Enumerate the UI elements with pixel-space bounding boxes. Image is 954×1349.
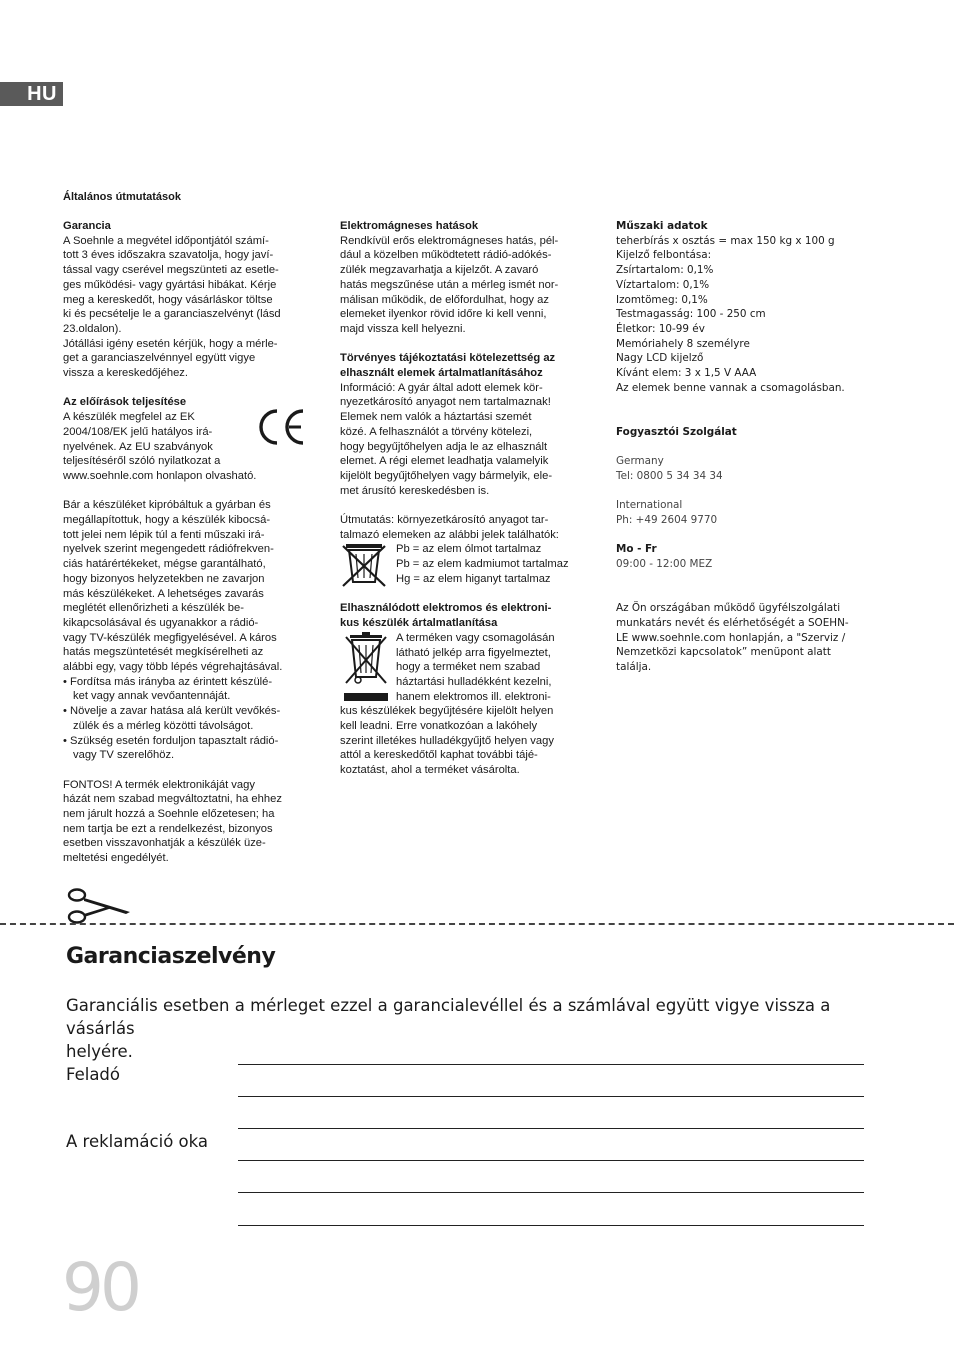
emc-line: elemeket ilyenkor rövid időre ki kell venni, [340,308,547,321]
sender-field-line[interactable] [238,1064,864,1065]
interference-line: alábbi egy, vagy több lépés végrehajtásával. [63,661,283,674]
interference-line: megállapítottuk, hogy a készülék kibocsá- [63,514,271,527]
complaint-reason-field-line[interactable] [238,1128,864,1129]
battery-title: elhasznált elemek ártalmatlanításához [340,367,543,380]
international-label: International [616,499,683,512]
interference-line: hatás megszüntetését megkísérelheti az [63,646,264,659]
language-tab: HU [0,82,63,106]
general-instructions-heading: Általános útmutatások [63,191,181,203]
emc-line: majd vissza kell helyezni. [340,322,466,335]
compliance-section [63,395,311,483]
bullet-line: vagy TV szerelőhöz. [73,749,175,762]
weee-line: hogy a terméket nem szabad [396,661,541,674]
coupon-line: helyére. [66,1042,133,1061]
interference-line: hogy bizonyos helyzetekben ne zavarjon [63,572,265,585]
battery-line: kijelölt begyűjtőhelyen vagy bármelyik, ele- [340,469,553,482]
tech-line: Izomtömeg: 0,1% [616,293,708,306]
sender-label: Feladó [66,1065,121,1084]
complaint-reason-field-line[interactable] [238,1192,864,1193]
chem-line: Hg = az elem higanyt tartalmaz [396,572,551,585]
compliance-line: nyelvének. Az EU szabványok [63,440,213,453]
interference-line: vagy TV-készülék megfigyelésével. A káros [63,631,277,644]
warranty-line: Jótállási igény esetén kérjük, hogy a mérle- [63,337,278,350]
battery-title: Törvényes tájékoztatási kötelezettség az [340,352,556,365]
column-specs-service [616,219,886,675]
hours-title: Mo - Fr [616,543,657,556]
battery-line: nyezetkárosító anyagot nem tartalmaznak! [340,396,551,409]
important-line: FONTOS! A termék elektronikáját vagy [63,778,255,791]
chem-line: Pb = az elem ólmot tartalmaz [396,543,542,556]
sender-field-line[interactable] [238,1096,864,1097]
tech-line: teherbírás x osztás = max 150 kg x 100 g [616,234,835,247]
tech-line: Memóriahely 8 személyre [616,337,750,350]
emc-title: Elektromágneses hatások [340,220,479,232]
service-title: Fogyasztói Szolgálat [616,425,737,438]
complaint-reason-field-line[interactable] [238,1160,864,1161]
compliance-line: www.soehnle.com honlapon olvasható. [63,469,257,482]
battery-line: Elemek nem valók a háztartási szemét [340,411,532,424]
compliance-line: teljesítéséről szóló nyilatkozat a [63,455,221,468]
weee-section [340,631,590,705]
contact-line: LE www.soehnle.com honlapján, a "Szerviz / [616,631,846,644]
warranty-line: A Soehnle a megvétel időpontjától számí- [63,234,269,247]
weee-line: attól a kereskedőtől kaphat további tájé- [340,749,538,762]
chem-line: Pb = az elem kadmiumot tartalmaz [396,558,569,571]
weee-line: látható jelkép arra figyelmeztet, [396,646,551,659]
important-line: meltetési engedélyét. [63,852,169,865]
interference-line: ciás határértékeket, mégse garantálható, [63,558,266,571]
compliance-line: 2004/108/EK jelű hatályos irá- [63,425,213,438]
tech-line: Zsírtartalom: 0,1% [616,264,714,277]
weee-line: háztartási hulladékként kezelni, [396,675,552,688]
warranty-line: tással vagy cserével megszünteti az esetle- [63,264,279,277]
warranty-line: ges működési- vagy gyártási hibákat. Kérje [63,278,277,291]
weee-title: kus készülék ártalmatlanítása [340,617,498,630]
contact-line: Nemzetközi kapcsolatok” menüpont alatt [616,646,831,659]
bullet-line: • Szükség esetén forduljon tapasztalt rádió- [63,734,279,747]
interference-line: kikapcsolásával és ugyanakkor a rádió- [63,616,259,629]
tech-line: Az elemek benne vannak a csomagolásban. [616,381,845,394]
battery-line: Információ: A gyár által adott elemek kör- [340,381,543,394]
tech-line: Nagy LCD kijelző [616,352,704,365]
interference-bullets [63,675,311,763]
contact-line: munkatárs nevét és elérhetőségét a SOEHN- [616,616,849,629]
important-line: házát nem szabad megváltoztatni, ha ehhez [63,793,282,806]
weee-line: szerint illetékes hulladékgyűjtő helyen vagy [340,734,554,747]
germany-label: Germany [616,455,664,468]
crossed-bin-icon [340,542,390,588]
international-phone: Ph: +49 2604 9770 [616,514,718,526]
compliance-title: Az előírások teljesítése [63,396,187,409]
scissors-icon [66,886,134,926]
emc-line: Rendkívül erős elektromágneses hatás, pél- [340,234,559,247]
bullet-line: • Növelje a zavar hatása alá került vevőkés- [63,705,281,718]
interference-line: meglétét ellenőrizheti a készülék be- [63,602,244,615]
tech-line: Életkor: 10-99 év [616,322,705,335]
contact-line: Az Ön országában működő ügyfélszolgálati [616,602,841,615]
germany-phone: Tel: 0800 5 34 34 34 [616,469,723,482]
weee-line: A terméken vagy csomagolásán [396,631,555,644]
warranty-title: Garancia [63,220,111,232]
tech-line: Kívánt elem: 3 x 1,5 V AAA [616,367,757,380]
warranty-line: vissza a kereskedőjéhez. [63,367,188,380]
coupon-title: Garanciaszelvény [66,944,276,969]
important-line: nem tartja be ezt a rendelkezést, bizonyos [63,822,273,835]
warranty-line: tott 3 éves időszakra szavatolja, hogy javí- [63,249,274,262]
page-number: 90 [62,1249,138,1326]
coupon-line: Garanciális esetben a mérleget ezzel a garancialevéllel és a számlával együtt vigye vissza a vásárlás [66,996,831,1038]
tech-title: Műszaki adatok [616,220,708,232]
interference-line: nyelvek szerint megengedett rádiófrekven- [63,543,274,556]
hours-value: 09:00 - 12:00 MEZ [616,558,713,571]
cut-line [0,923,954,925]
tech-line: Testmagasság: 100 - 250 cm [616,308,766,321]
warranty-line: ki és pecsételje le a garanciaszelvényt (lásd [63,308,281,321]
guide-line: talmazó elemeken az alábbi jelek találhatók: [340,528,559,541]
bullet-item [63,734,311,763]
battery-line: hogy begyűjtőhelyen adja le az elhasznált [340,440,548,453]
bullet-item [63,704,311,733]
battery-line: met árusító kereskedésben is. [340,484,490,497]
guide-line: Útmutatás: környezetkárosító anyagot tar- [340,514,549,527]
warranty-line: get a garanciaszelvénnyel együtt vigye [63,352,256,365]
bullet-line: ket vagy annak vevőantennáját. [73,690,231,703]
warranty-line: meg a kereskedőt, hogy vásárláskor töltse [63,293,273,306]
interference-line: tott jelei nem lépik túl a fenti műszaki irá- [63,528,265,541]
column-warranty [63,219,311,866]
warranty-line: 23.oldalon). [63,322,122,335]
important-line: nem járult hozzá a Soehnle előzetesen; ha [63,808,275,821]
weee-line: kus készülékek begyűjtésére kijelölt helyen [340,705,554,718]
bullet-line: zülék és a mérleg közötti távolságot. [73,719,254,732]
emc-line: hatás megszűnése után a mérleg ismét nor- [340,278,559,291]
ce-mark-icon [255,407,307,447]
interference-line: más készülékeket. A lehetséges zavarás [63,587,264,600]
battery-symbols [340,542,590,588]
complaint-reason-field-line[interactable] [238,1225,864,1226]
battery-line: közé. A felhasználót a törvény kötelezi, [340,425,533,438]
complaint-reason-label: A reklamáció oka [66,1132,209,1151]
compliance-line: A készülék megfelel az EK [63,411,195,424]
weee-line: kell leadni. Erre vonatkozóan a lakóhely [340,720,538,733]
interference-line: Bár a készüléket kipróbáltuk a gyárban és [63,499,271,512]
important-line: esetben visszavonhatják a készülék üze- [63,837,266,850]
emc-line: zülék megzavarhatja a kijelzőt. A zavaró [340,264,539,277]
weee-line: hanem elektromos ill. elektroni- [396,690,551,703]
contact-line: találja. [616,660,652,673]
coupon-instructions [66,994,866,1063]
tech-line: Kijelző felbontása: [616,249,712,262]
column-emc-disposal [340,219,590,778]
emc-line: málisan működik, de előfordulhat, hogy az [340,293,549,306]
crossed-bin-icon [342,631,390,703]
weee-title: Elhasználódott elektromos és elektroni- [340,602,552,615]
battery-line: elemet. A régi elemet leadhatja valamelyik [340,455,549,468]
tech-line: Víztartalom: 0,1% [616,278,710,291]
bullet-line: • Fordítsa más irányba az érintett készülé- [63,675,273,688]
emc-line: dául a közelben működtetett rádió-adókés- [340,249,552,262]
weee-line: koztatást, ahol a terméket vásárolta. [340,764,520,777]
bullet-item [63,675,311,704]
